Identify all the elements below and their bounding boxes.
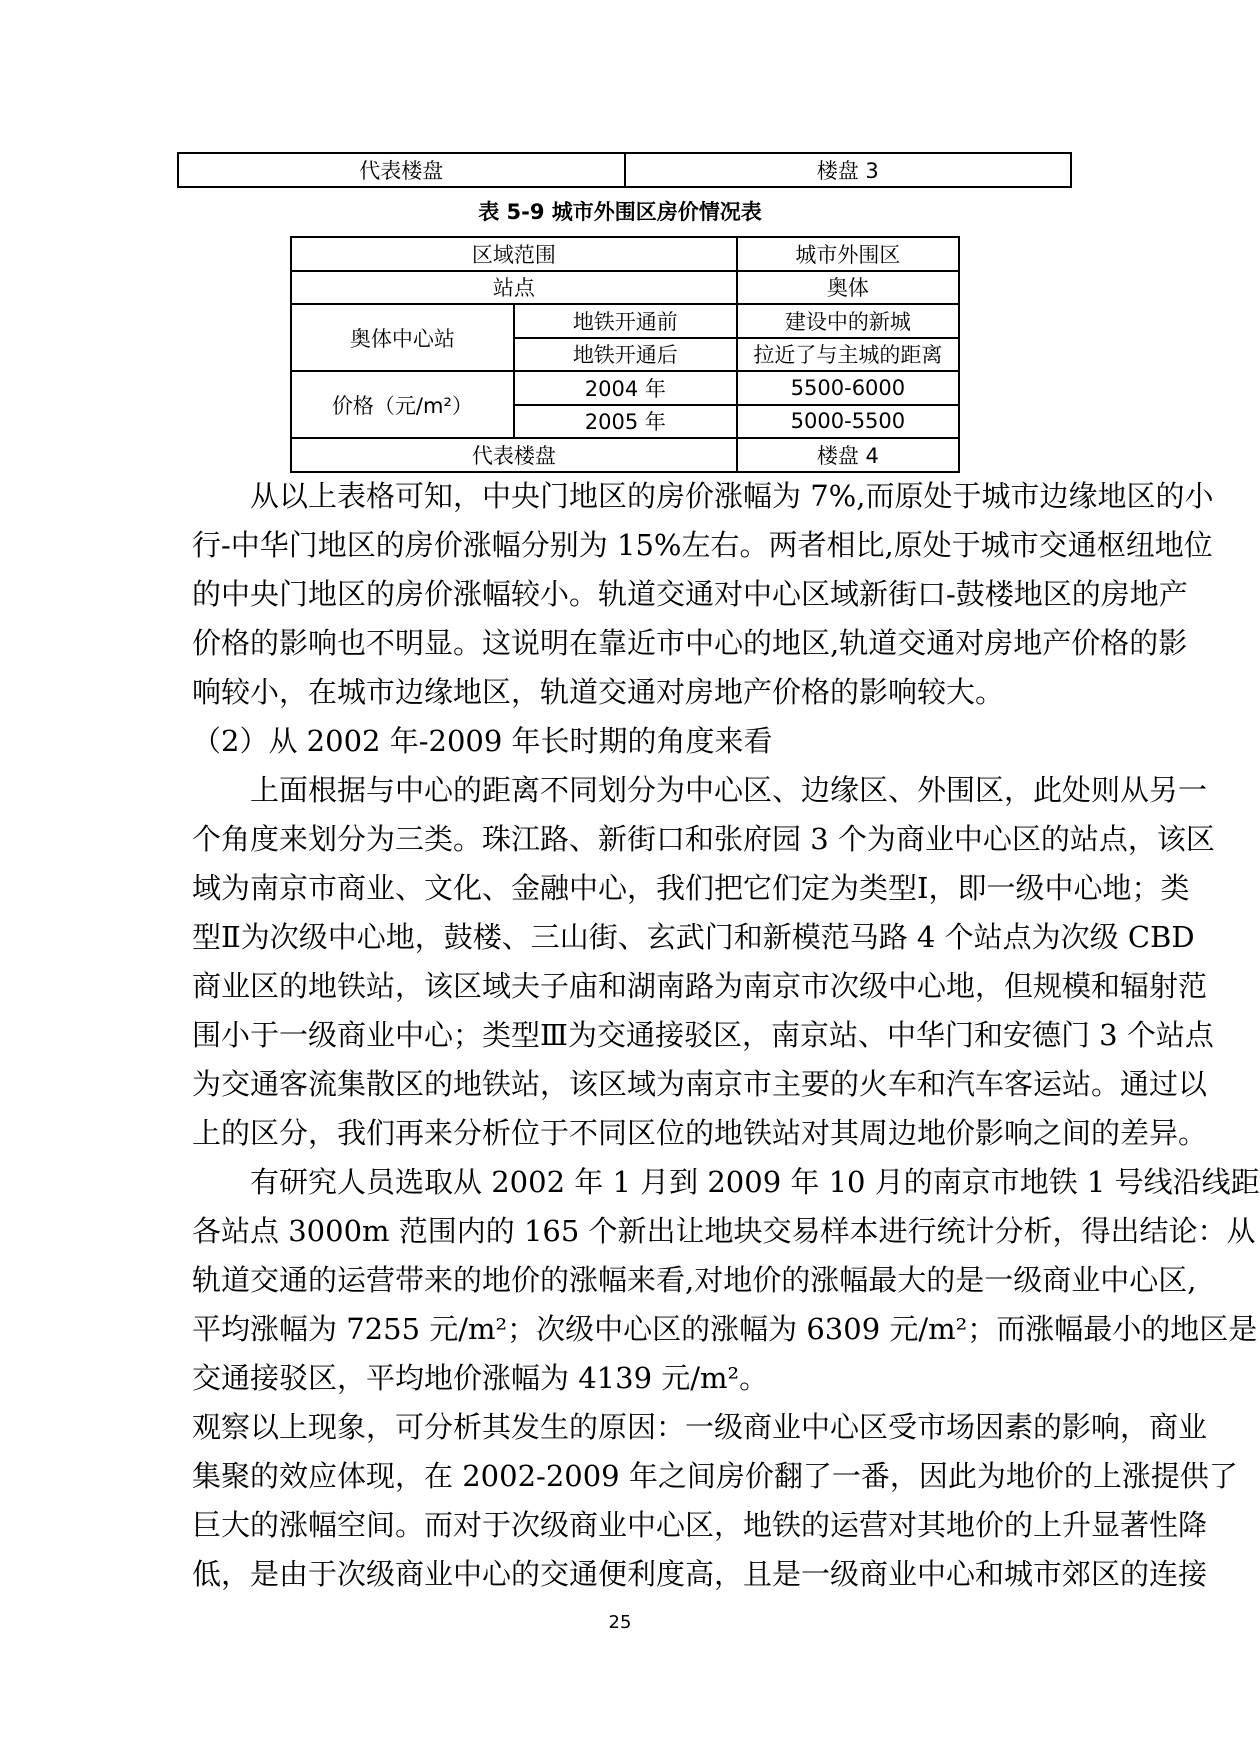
table-cell: 奥体中心站 <box>291 304 514 371</box>
paragraph <box>192 717 1070 766</box>
text-line: 响较小，在城市边缘地区，轨道交通对房地产价格的影响较大。 <box>192 675 1005 709</box>
table-cell: 价格（元/m²） <box>291 371 514 438</box>
table-row <box>291 304 959 338</box>
table-row <box>291 371 959 405</box>
text-line: 集聚的效应体现，在 2002-2009 年之间房价翻了一番，因此为地价的上涨提供了 <box>192 1459 1238 1493</box>
text-line: 上的区分，我们再来分析位于不同区位的地铁站对其周边地价影响之间的差异。 <box>192 1116 1208 1150</box>
previous-table-tail <box>177 152 1072 188</box>
table-cell: 5500-6000 <box>737 371 959 405</box>
table-cell: 楼盘 3 <box>625 153 1072 187</box>
page-number: 25 <box>608 1612 632 1633</box>
text-line: 巨大的涨幅空间。而对于次级商业中心区，地铁的运营对其地价的上升显著性降 <box>192 1508 1208 1542</box>
table-cell: 地铁开通后 <box>514 338 737 372</box>
text-line: 平均涨幅为 7255 元/m²；次级中心区的涨幅为 6309 元/m²；而涨幅最小的地区是 <box>192 1312 1258 1346</box>
table-cell: 区域范围 <box>291 237 737 271</box>
table-cell: 地铁开通前 <box>514 304 737 338</box>
table-cell: 拉近了与主城的距离 <box>737 338 959 372</box>
table-cell: 代表楼盘 <box>178 153 625 187</box>
text-line: 低，是由于次级商业中心的交通便利度高，且是一级商业中心和城市郊区的连接 <box>192 1557 1208 1591</box>
table-cell: 2005 年 <box>514 405 737 439</box>
paragraph <box>192 1403 1238 1599</box>
table-cell: 2004 年 <box>514 371 737 405</box>
paragraph <box>192 472 1214 717</box>
table-cell: 5000-5500 <box>737 405 959 439</box>
text-line: 有研究人员选取从 2002 年 1 月到 2009 年 10 月的南京市地铁 1 号线沿线距 <box>250 1165 1260 1199</box>
table-cell: 代表楼盘 <box>291 438 737 472</box>
text-line: 型Ⅱ为次级中心地，鼓楼、三山街、玄武门和新模范马路 4 个站点为次级 CBD <box>192 920 1195 954</box>
text-line: 行-中华门地区的房价涨幅分别为 15%左右。两者相比,原处于城市交通枢纽地位 <box>192 528 1213 562</box>
table-cell: 城市外围区 <box>737 237 959 271</box>
paragraph <box>192 766 1215 1158</box>
text-line: 各站点 3000m 范围内的 165 个新出让地块交易样本进行统计分析，得出结论：从 <box>192 1214 1256 1248</box>
text-line: 商业区的地铁站，该区域夫子庙和湖南路为南京市次级中心地，但规模和辐射范 <box>192 969 1208 1003</box>
table-row <box>291 237 959 271</box>
text-line: （2）从 2002 年-2009 年长时期的角度来看 <box>192 724 773 758</box>
table-row <box>178 153 1071 187</box>
text-line: 观察以上现象，可分析其发生的原因：一级商业中心区受市场因素的影响，商业 <box>192 1410 1208 1444</box>
text-line: 个角度来划分为三类。珠江路、新街口和张府园 3 个为商业中心区的站点，该区 <box>192 822 1215 856</box>
price-table <box>290 236 960 473</box>
paragraph <box>192 1158 1260 1403</box>
body-text <box>192 472 1260 1599</box>
table-cell: 站点 <box>291 271 737 305</box>
table-row <box>291 438 959 472</box>
text-line: 的中央门地区的房价涨幅较小。轨道交通对中心区域新街口-鼓楼地区的房地产 <box>192 577 1188 611</box>
table-row <box>291 271 959 305</box>
table-caption: 表 5-9 城市外围区房价情况表 <box>478 200 762 224</box>
table-cell: 楼盘 4 <box>737 438 959 472</box>
text-line: 交通接驳区，平均地价涨幅为 4139 元/m²。 <box>192 1361 769 1395</box>
text-line: 轨道交通的运营带来的地价的涨幅来看,对地价的涨幅最大的是一级商业中心区, <box>192 1263 1197 1297</box>
text-line: 从以上表格可知，中央门地区的房价涨幅为 7%,而原处于城市边缘地区的小 <box>250 479 1214 513</box>
text-line: 价格的影响也不明显。这说明在靠近市中心的地区,轨道交通对房地产价格的影 <box>192 626 1188 660</box>
text-line: 域为南京市商业、文化、金融中心，我们把它们定为类型Ⅰ，即一级中心地；类 <box>192 871 1190 905</box>
text-line: 为交通客流集散区的地铁站，该区域为南京市主要的火车和汽车客运站。通过以 <box>192 1067 1208 1101</box>
text-line: 上面根据与中心的距离不同划分为中心区、边缘区、外围区，此处则从另一 <box>250 773 1208 807</box>
table-cell: 奥体 <box>737 271 959 305</box>
table-cell: 建设中的新城 <box>737 304 959 338</box>
text-line: 围小于一级商业中心；类型Ⅲ为交通接驳区，南京站、中华门和安德门 3 个站点 <box>192 1018 1214 1052</box>
